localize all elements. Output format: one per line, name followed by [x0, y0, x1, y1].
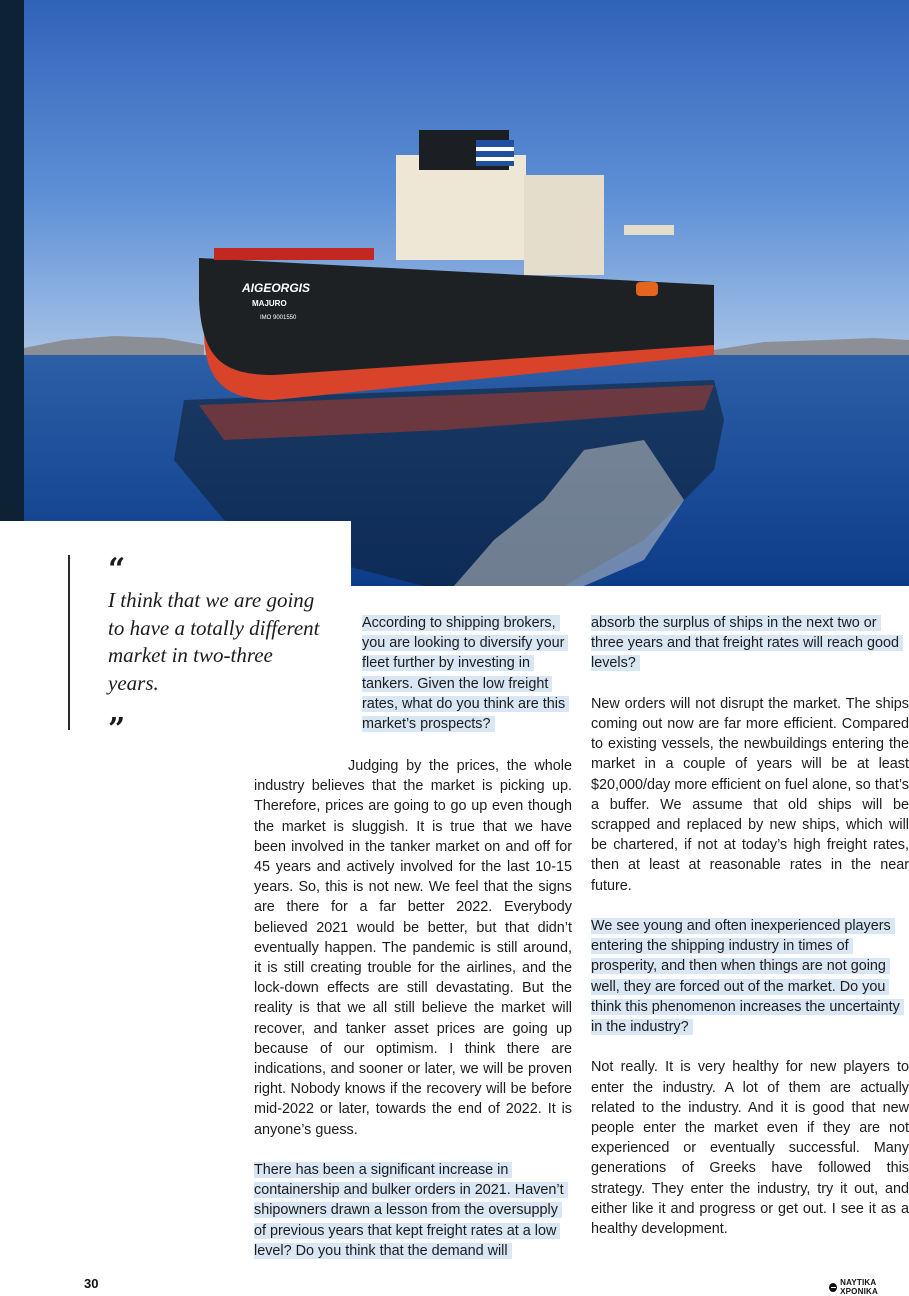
article-column-middle-top — [362, 613, 577, 734]
answer-2: New orders will not disrupt the market. The ships coming out now are far more efficient. Compared to existing vessels, the newbuildings entering the market in a couple of years will be at least $20,000/day more efficient on fuel alone, so that’s a buffer. We assume that old ships will be scrapped and replaced by new ships, which will be chartered, if not at today’s high freight rates, then at least at reasonable rates in the near future. — [591, 695, 909, 894]
hull-name-text: AIGEORGIS — [242, 281, 311, 295]
sidebar-accent-bar — [0, 0, 24, 521]
answer-3: Not really. It is very healthy for new players to enter the industry. A lot of them are actually related to the industry. And it is good that new people enter the market even if they are not experienced or eventually successful. Many generations of Greeks have followed this strategy. They enter the industry, try it out, and either like it and progress or get out. I see it as a healthy development. — [591, 1059, 909, 1238]
question-2-part-1: There has been a significant increase in containership and bulker orders in 2021. Haven’t shipowners drawn a lesson from the oversupply of previous years that kept freight rates at a low level? Do you think that the demand will — [254, 1162, 568, 1259]
answer-1: Judging by the prices, the whole industry believes that the market is picking up. Therefore, prices are going to go up even though the market is sluggish. It is true that we have been involved in the tanker market on and off for 45 years and actively involved for the last 10-15 years. So, this is not new. We feel that the signs are there for a far better 2022. Everybody believed 2021 would be better, but that didn’t eventually happen. The pandemic is still around, it is still creating trouble for the airlines, and the lock-down effects are still devastating. But the reality is that we all still believe the market will recover, and tanker asset prices are going up because of our optimism. I think there are indications, and sooner or later, we will be proven right. Nobody knows if the recovery will be before mid-2022 or later, towards the end of 2022. It is anyone’s guess. — [254, 758, 572, 1138]
tanker-photo — [24, 0, 909, 586]
quote-open-mark: “ — [108, 552, 126, 587]
publication-logo-icon — [829, 1283, 837, 1292]
article-column-right — [591, 613, 909, 1239]
question-3: We see young and often inexperienced players entering the shipping industry in times of prosperity, and then when things are not going well, they are forced out of the market. Do you think this phenomenon increases the uncertainty in the industry? — [591, 918, 904, 1035]
masthead — [829, 1278, 909, 1296]
hull-port-text: MAJURO — [252, 299, 287, 308]
page-number: 30 — [84, 1276, 99, 1291]
article-column-middle — [254, 756, 572, 1261]
publication-name: ΝΑΥΤΙΚΑ ΧΡΟΝΙΚΑ — [840, 1278, 878, 1296]
question-1: According to shipping brokers, you are looking to diversify your fleet further by investing in tankers. Given the low freight rates, what do you think are this market’s prospects? — [362, 615, 569, 732]
hull-imo-text: IMO 9001550 — [260, 315, 297, 321]
quote-close-mark: ” — [108, 712, 126, 747]
question-2-part-2: absorb the surplus of ships in the next two or three years and that freight rates will reach good levels? — [591, 615, 903, 671]
pull-quote-text: I think that we are going to have a totally different market in two-three years. — [108, 588, 320, 695]
pull-quote — [68, 552, 320, 747]
